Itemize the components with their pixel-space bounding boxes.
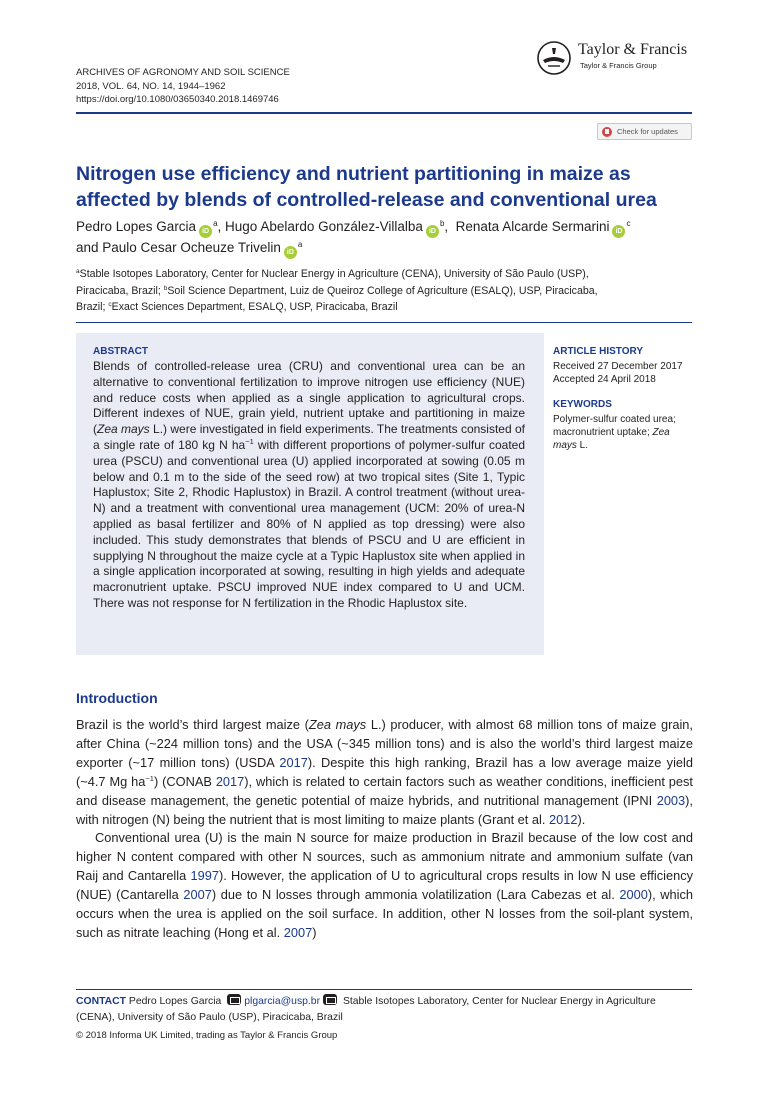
keywords-list: [553, 413, 693, 453]
orcid-icon[interactable]: iD: [199, 225, 212, 238]
citation-link[interactable]: 2007: [183, 887, 212, 903]
citation-link[interactable]: 2017: [279, 754, 308, 770]
article-history-heading: ARTICLE HISTORY: [553, 346, 644, 357]
introduction-heading: Introduction: [76, 690, 158, 706]
abstract-part: Blends of controlled-release urea (CRU) and conventional urea can be an alternative to conventional fertilization to improve nitrogen use efficiency (NUE) and reduce costs when applied as a single application to agricultural crops. Different indexes of NUE, grain yield, nutrient uptake and partitioning in maize (: [93, 359, 525, 437]
abstract-heading: ABSTRACT: [93, 346, 148, 357]
taylor-francis-logo-icon: [536, 40, 572, 76]
abstract-text: [93, 359, 525, 612]
check-for-updates-label: Check for updates: [617, 127, 678, 136]
affiliation-mark: a: [76, 268, 80, 275]
contact-name: Pedro Lopes Garcia: [126, 996, 225, 1007]
text-run: Conventional urea (U) is the main N source for maize production in Brazil because of the low cost and higher N content compared with other N sources, such as ammonium nitrate and ammonium sulfate (van Raij and Cantarella: [76, 830, 693, 884]
article-title-line2: affected by blends of controlled-release and conventional urea: [76, 189, 657, 211]
text-run: ) due to N losses through ammonia volatilization (Lara Cabezas et al.: [211, 887, 620, 903]
affiliation-text: Soil Science Department, Luiz de Queiroz College of Agriculture (ESALQ), USP, Piracicaba,: [167, 284, 598, 297]
citation-link[interactable]: 1997: [190, 868, 219, 884]
email-link[interactable]: plgarcia@usp.br: [244, 996, 321, 1007]
author-name[interactable]: Paulo Cesar Ocheuze Trivelin: [102, 240, 281, 255]
check-for-updates-button[interactable]: [597, 123, 692, 140]
affiliation-mark: b: [163, 284, 168, 292]
publisher-brand[interactable]: [536, 40, 696, 76]
journal-meta: [76, 66, 290, 107]
section-rule: [76, 322, 692, 323]
article-history: [553, 360, 693, 386]
header-rule: [76, 112, 692, 114]
received-date: Received 27 December 2017: [553, 361, 683, 372]
orcid-icon[interactable]: iD: [426, 225, 439, 238]
affiliation-text: Piracicaba, Brazil;: [76, 284, 164, 297]
orcid-icon[interactable]: iD: [284, 246, 297, 259]
keywords-heading: KEYWORDS: [553, 399, 612, 410]
author-name[interactable]: Pedro Lopes Garcia: [76, 219, 197, 234]
article-title-line1: Nitrogen use efficiency and nutrient partitioning in maize as: [76, 163, 631, 185]
citation-link[interactable]: 2000: [619, 887, 648, 903]
bookmark-icon: [602, 127, 612, 137]
author-name[interactable]: Renata Alcarde Sermarini: [455, 219, 610, 234]
text-run: ): [312, 924, 317, 940]
paragraph: [76, 716, 693, 829]
text-run: L.) producer, with almost 68 million tons of maize grain, after China (~224 million tons) and the USA (~345 million tons) and is also the world’s third largest maize exporter (~17 million tons) (USDA: [76, 717, 693, 770]
email-icon: [227, 994, 241, 1005]
publisher-name: Taylor & Francis: [578, 41, 688, 58]
journal-volume: 2018, VOL. 64, NO. 14, 1944–1962: [76, 80, 226, 92]
citation-link[interactable]: 2012: [549, 811, 578, 827]
text-run: ) (CONAB: [153, 773, 216, 789]
citation-link[interactable]: 2017: [215, 773, 245, 789]
citation-link[interactable]: 2007: [283, 924, 313, 940]
text-run: ), which occurs when the urea is applied on the soil surface. In addition, other N losses from the soil-plant system, such as nitrate leaching (Hong et al.: [76, 887, 693, 940]
author-list: Pedro Lopes Garcia $iD^a$, Hugo Abelardo González-Villalba $iD^b$, Renata Alcarde Sermarini $iD^c$ and Paulo Cesar Ocheuze Trivelin $iD^a$: [76, 217, 696, 259]
text-run: ).: [577, 811, 586, 827]
keyword-text: Polymer-sulfur coated urea; macronutrient uptake;: [553, 414, 676, 439]
contact-label: CONTACT: [76, 996, 127, 1007]
author-affiliation-mark: b: [439, 219, 445, 228]
text-run: ). However, the application of U to agricultural crops results in low N use efficiency (NUE) (Cantarella: [76, 868, 693, 903]
author-name[interactable]: Hugo Abelardo González-Villalba: [225, 219, 423, 234]
contact-info: [76, 994, 692, 1025]
copyright-notice: © 2018 Informa UK Limited, trading as Taylor & Francis Group: [76, 1030, 338, 1041]
affiliations: [76, 266, 692, 316]
species-name: Zea mays: [308, 717, 367, 732]
accepted-date: Accepted 24 April 2018: [553, 374, 656, 386]
author-affiliation-mark: a: [213, 219, 218, 228]
article-title: [76, 161, 696, 213]
species-name: Zea mays: [97, 422, 150, 437]
abstract-part: L.) were investigated in field experiments. The treatments consisted of a single rate of 180 kg N ha: [93, 422, 525, 452]
affiliation-text: Brazil;: [76, 301, 109, 313]
affiliation-mark: c: [108, 301, 112, 308]
text-run: Brazil is the world’s third largest maize (: [76, 717, 309, 732]
text-run: ). Despite this high ranking, Brazil has a low average maize yield (~4.7 Mg ha: [76, 754, 694, 789]
superscript: −1: [245, 436, 254, 446]
text-run: ), with nitrogen (N) being the nutrient that is most limiting to maize plants (Grant et al.: [76, 792, 693, 827]
citation-link[interactable]: 2003: [656, 792, 686, 808]
footer-rule: [76, 989, 692, 990]
paragraph: [76, 829, 693, 942]
keyword-text: L.: [576, 440, 589, 452]
text-run: ), which is related to certain factors such as weather conditions, inefficient pest and disease management, the genetic potential of maize hybrids, and nutritional management (IPNI: [76, 773, 693, 808]
species-name: Zea mays: [553, 427, 670, 452]
introduction-body: [76, 716, 693, 943]
abstract-part: with different proportions of polymer-sulfur coated urea (PSCU) and conventional urea (U) applied incorporated at sowing (0.05 m below and 0.1 m to the side of the seed row) at two tropical sites (Site 1, Typic Haplustox; Site 2, Rhodic Haplustox) in Brazil. A control treatment (without urea-N) and a treatment with conventional urea management (UCM: 20% of urea-N applied as basal fertilizer and 80% of N applied as top dressing) were also included. This study demonstrates that blends of PSCU and U are efficient in supplying N throughout the maize cycle at a Typic Haplustox site when applied in a single application incorporated at sowing, resulting in high yields and adequate macronutrient uptake. PSCU improved NUE index compared to U and UCM. There was not response for N fertilization in the Rhodic Haplustox site.: [93, 437, 526, 610]
journal-doi[interactable]: https://doi.org/10.1080/03650340.2018.1469746: [76, 94, 279, 105]
publisher-group: Taylor & Francis Group: [580, 61, 657, 70]
affiliation-text: Stable Isotopes Laboratory, Center for Nuclear Energy in Agriculture (CENA), University of São Paulo (USP),: [79, 268, 589, 280]
orcid-icon[interactable]: iD: [612, 225, 625, 238]
address-icon: [323, 994, 337, 1005]
journal-name: ARCHIVES OF AGRONOMY AND SOIL SCIENCE: [76, 67, 290, 78]
author-affiliation-mark: c: [626, 219, 631, 228]
author-affiliation-mark: a: [297, 240, 303, 249]
superscript: −1: [145, 773, 154, 783]
affiliation-text: Exact Sciences Department, ESALQ, USP, Piracicaba, Brazil: [111, 301, 398, 313]
contact-address: Stable Isotopes Laboratory, Center for Nuclear Energy in Agriculture (CENA), University of São Paulo (USP), Piracicaba, Brazil: [76, 996, 656, 1023]
author-conjunction: and: [76, 240, 103, 255]
